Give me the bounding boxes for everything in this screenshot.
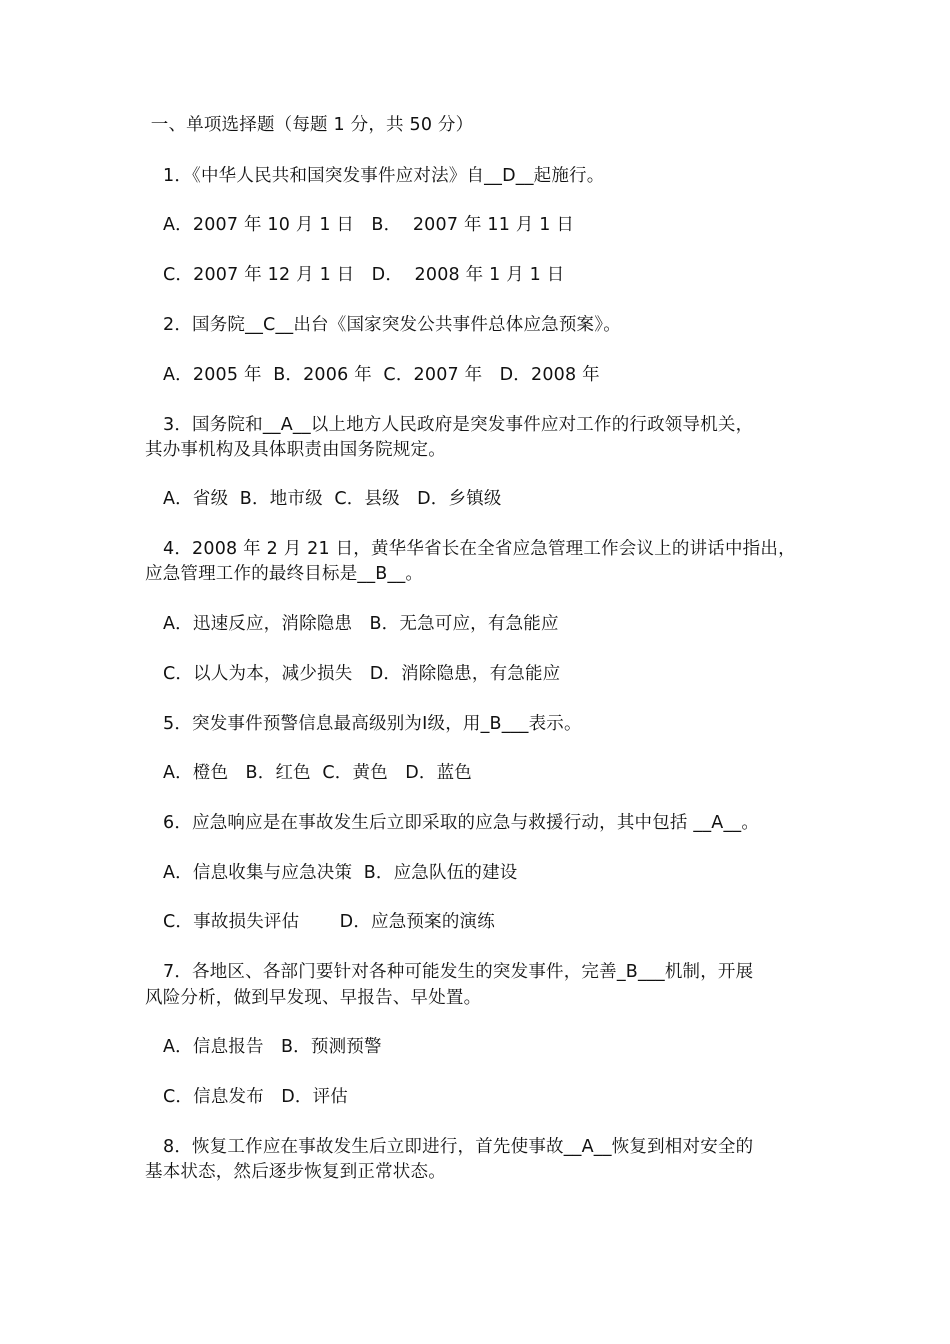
question-8-stem-line-2: 基本状态，然后逐步恢复到正常状态。 xyxy=(145,1162,446,1182)
question-3-stem-line-1: 3．国务院和__A__以上地方人民政府是突发事件应对工作的行政领导机关， xyxy=(163,415,754,435)
question-1-options-line-2: C．2007 年 12 月 1 日 D． 2008 年 1 月 1 日 xyxy=(163,265,565,285)
question-5-stem: 5．突发事件预警信息最高级别为Ⅰ级，用_B___表示。 xyxy=(163,714,582,734)
section-title: 一、单项选择题（每题 1 分，共 50 分） xyxy=(145,115,474,135)
question-5-options: A．橙色 B．红色 C．黄色 D．蓝色 xyxy=(163,763,472,783)
question-6-stem: 6．应急响应是在事故发生后立即采取的应急与救援行动，其中包括 __A__。 xyxy=(163,813,760,833)
question-7-options-line-2: C．信息发布 D．评估 xyxy=(163,1087,348,1107)
question-3-options: A．省级 B．地市级 C．县级 D．乡镇级 xyxy=(163,489,502,509)
question-4-stem-line-2: 应急管理工作的最终目标是__B__。 xyxy=(145,564,424,584)
question-6-options-line-1: A．信息收集与应急决策 B．应急队伍的建设 xyxy=(163,863,518,883)
question-3-stem-line-2: 其办事机构及具体职责由国务院规定。 xyxy=(145,440,446,460)
question-7-options-line-1: A．信息报告 B．预测预警 xyxy=(163,1037,382,1057)
question-2-options: A．2005 年 B．2006 年 C．2007 年 D．2008 年 xyxy=(163,365,600,385)
question-7-stem-line-1: 7．各地区、各部门要针对各种可能发生的突发事件，完善_B___机制，开展 xyxy=(163,962,754,982)
question-6-options-line-2: C．事故损失评估 D．应急预案的演练 xyxy=(163,912,495,932)
question-4-stem-line-1: 4．2008 年 2 月 21 日，黄华华省长在全省应急管理工作会议上的讲话中指出， xyxy=(163,539,796,559)
question-1-options-line-1: A．2007 年 10 月 1 日 B． 2007 年 11 月 1 日 xyxy=(163,215,575,235)
question-8-stem-line-1: 8．恢复工作应在事故发生后立即进行，首先使事故__A__恢复到相对安全的 xyxy=(163,1137,754,1157)
question-4-options-line-2: C．以人为本，减少损失 D．消除隐患，有急能应 xyxy=(163,664,561,684)
question-4-options-line-1: A．迅速反应，消除隐患 B．无急可应，有急能应 xyxy=(163,614,559,634)
question-1-stem: 1．《中华人民共和国突发事件应对法》自__D__起施行。 xyxy=(163,166,605,186)
question-2-stem: 2．国务院__C__出台《国家突发公共事件总体应急预案》。 xyxy=(163,315,621,335)
question-7-stem-line-2: 风险分析，做到早发现、早报告、早处置。 xyxy=(145,988,482,1008)
